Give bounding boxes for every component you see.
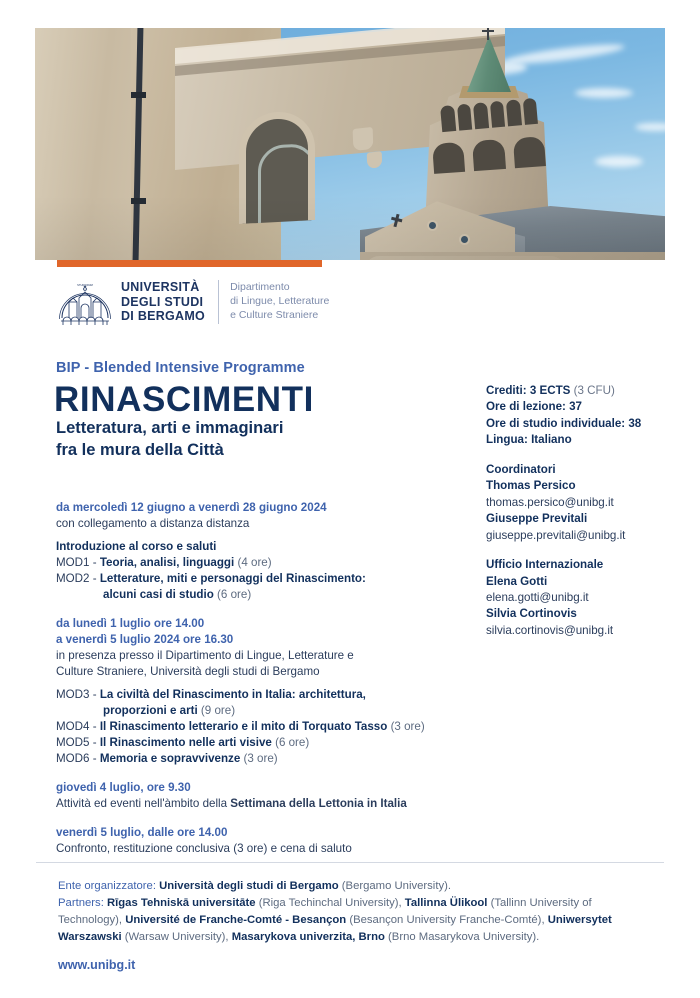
office-heading: Ufficio Internazionale: [486, 558, 604, 572]
module-row: MOD3 - La civiltà del Rinascimento in Italia: architettura,: [56, 687, 366, 701]
coordinator-email[interactable]: thomas.persico@unibg.it: [486, 495, 614, 509]
coordinators-heading: Coordinatori: [486, 462, 556, 476]
module-row: MOD1 - Teoria, analisi, linguaggi (4 ore): [56, 555, 272, 569]
logo-name-line-3: DI BERGAMO: [121, 309, 206, 324]
module-row: MOD6 - Memoria e sopravvivenze (3 ore): [56, 751, 278, 765]
schedule-date: venerdì 5 luglio, dalle ore 14.00: [56, 825, 228, 839]
module-row: MOD4 - Il Rinascimento letterario e il mito di Torquato Tasso (3 ore): [56, 719, 425, 733]
credits-cfu: (3 CFU): [573, 384, 615, 397]
page-title: RINASCIMENTI: [54, 380, 314, 419]
subtitle-line-2: fra le mura della Città: [56, 440, 224, 459]
schedule-date: da mercoledì 12 giugno a venerdì 28 giugno 2024: [56, 501, 327, 514]
office-contact-name: Elena Gotti: [486, 574, 548, 588]
subtitle-line-1: Letteratura, arti e immaginari: [56, 419, 284, 437]
study-hours: Ore di studio individuale: 38: [486, 416, 642, 430]
logo-name-line-2: DEGLI STUDI: [121, 294, 204, 309]
schedule-block-3: [56, 780, 476, 812]
university-crest-icon: [57, 278, 113, 326]
schedule-heading: Introduzione al corso e saluti: [56, 539, 217, 553]
footer-partners: [58, 878, 658, 946]
hero-photo: [35, 28, 665, 260]
schedule-column: [56, 500, 476, 870]
language-row: Lingua: Italiano: [486, 433, 572, 447]
schedule-date: da lunedì 1 luglio ore 14.00: [56, 616, 205, 630]
module-row: MOD5 - Il Rinascimento nelle arti visive (6 ore): [56, 735, 310, 749]
office-contact-email[interactable]: silvia.cortinovis@unibg.it: [486, 623, 614, 637]
coordinators-block: [486, 462, 686, 544]
schedule-note: Attività ed eventi nell'àmbito della Settimana della Lettonia in Italia: [56, 796, 407, 810]
schedule-block-4: [56, 825, 476, 857]
logo-university-name: [121, 280, 205, 324]
programme-kicker: BIP - Blended Intensive Programme: [56, 360, 305, 376]
coordinator-name: Thomas Persico: [486, 479, 576, 493]
coordinator-name: Giuseppe Previtali: [486, 512, 588, 526]
credits-block: [486, 383, 686, 449]
logo-divider: [218, 280, 219, 324]
schedule-date: a venerdì 5 luglio 2024 ore 16.30: [56, 632, 234, 646]
international-office-block: [486, 557, 686, 639]
logo-dept-line-3: e Culture Straniere: [230, 308, 319, 321]
partners-line: Partners: Rīgas Tehniskā universitāte (Riga Techinchal University), Tallinna Ülikool (Tallinn University of Technology), Université de Franche-Comté - Besançon (Besançon University Franche-Comté), Uniwersytet Warszawski (Warsaw University), Masarykova univerzita, Brno (Brno Masarykova University).: [58, 896, 612, 943]
info-column: [486, 383, 686, 639]
lesson-hours: Ore di lezione: 37: [486, 400, 582, 414]
credits-value: 3 ECTS: [529, 384, 571, 397]
credits-row: [486, 383, 686, 399]
module-row: MOD2 - Letterature, miti e personaggi del Rinascimento:: [56, 571, 366, 585]
schedule-block-1: [56, 500, 476, 603]
schedule-note: in presenza presso il Dipartimento di Lingue, Letterature e: [56, 648, 354, 662]
page-subtitle: [56, 418, 283, 462]
schedule-note: con collegamento a distanza distanza: [56, 516, 250, 530]
schedule-date: giovedì 4 luglio, ore 9.30: [56, 780, 191, 794]
module-row-continuation: alcuni casi di studio (6 ore): [103, 587, 252, 601]
schedule-block-2: [56, 616, 476, 767]
logo-department-name: [230, 281, 329, 323]
schedule-note: Culture Straniere, Università degli studi di Bergamo: [56, 664, 320, 678]
schedule-note: Confronto, restituzione conclusiva (3 ore) e cena di saluto: [56, 841, 352, 855]
coordinator-email[interactable]: giuseppe.previtali@unibg.it: [486, 528, 626, 542]
logo-dept-line-1: Dipartimento: [230, 281, 290, 294]
logo-dept-line-2: di Lingue, Letterature: [230, 295, 330, 308]
orange-accent-bar: [57, 260, 322, 267]
website-url[interactable]: www.unibg.it: [58, 958, 136, 972]
module-row-continuation: proporzioni e arti (9 ore): [103, 703, 236, 717]
photo-vignette: [35, 28, 665, 260]
university-logo: [57, 278, 329, 326]
svg-text:STUDIORUM: STUDIORUM: [77, 284, 93, 287]
office-contact-email[interactable]: elena.gotti@unibg.it: [486, 590, 589, 604]
credits-label: Crediti:: [486, 384, 527, 397]
logo-name-line-1: UNIVERSITÀ: [121, 279, 200, 294]
organizer-line: Ente organizzatore: Università degli studi di Bergamo (Bergamo University).: [58, 880, 452, 892]
office-contact-name: Silvia Cortinovis: [486, 607, 577, 621]
footer-divider: [36, 862, 664, 863]
